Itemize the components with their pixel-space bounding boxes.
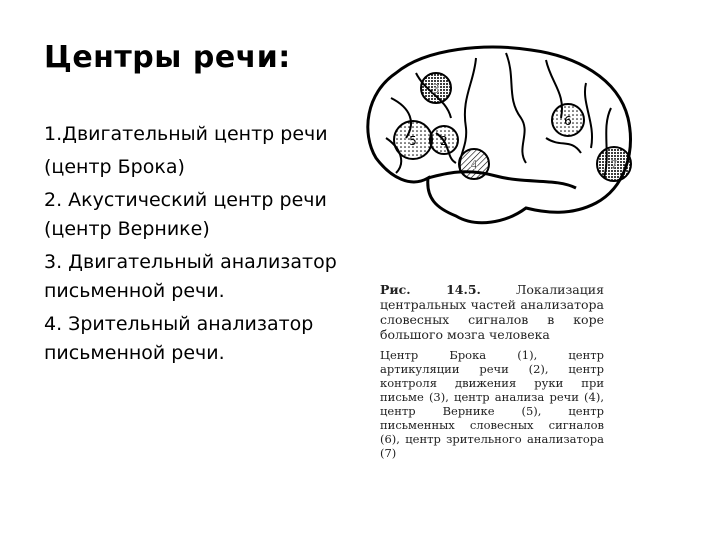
center-label: 6 <box>564 114 572 128</box>
center-label: 3 <box>432 82 440 96</box>
caption-heading <box>380 282 604 342</box>
center-label: 4 <box>470 158 478 172</box>
brain-illustration <box>356 38 636 238</box>
center-label: 5 <box>409 134 417 148</box>
center-label: 7 <box>610 158 618 172</box>
caption-label: Рис. 14.5. <box>380 282 481 297</box>
list-item: 2. Акустический центр речи (центр Вернике) <box>44 189 327 240</box>
center-label: 2 <box>440 134 448 148</box>
list-item: (центр Брока) <box>44 156 185 178</box>
speech-centers-list <box>44 120 344 372</box>
figure-caption <box>380 282 604 460</box>
slide-title: Центры речи: <box>44 40 291 75</box>
caption-body: Центр Брока (1), центр артикуляции речи (2), центр контроля движения руки при письме (3), центр анализа речи (4), центр Вернике (5), центр письменных словесных сигналов (6), центр зрительного анализатора (7) <box>380 348 604 460</box>
caption-title: Локализация центральных частей анализатора словесных сигналов в коре большого мозга человека <box>380 282 604 342</box>
list-item: 3. Двигательный анализатор письменной речи. <box>44 251 337 302</box>
list-item: 1.Двигательный центр речи <box>44 123 328 145</box>
list-item: 4. Зрительный анализатор письменной речи. <box>44 313 314 364</box>
